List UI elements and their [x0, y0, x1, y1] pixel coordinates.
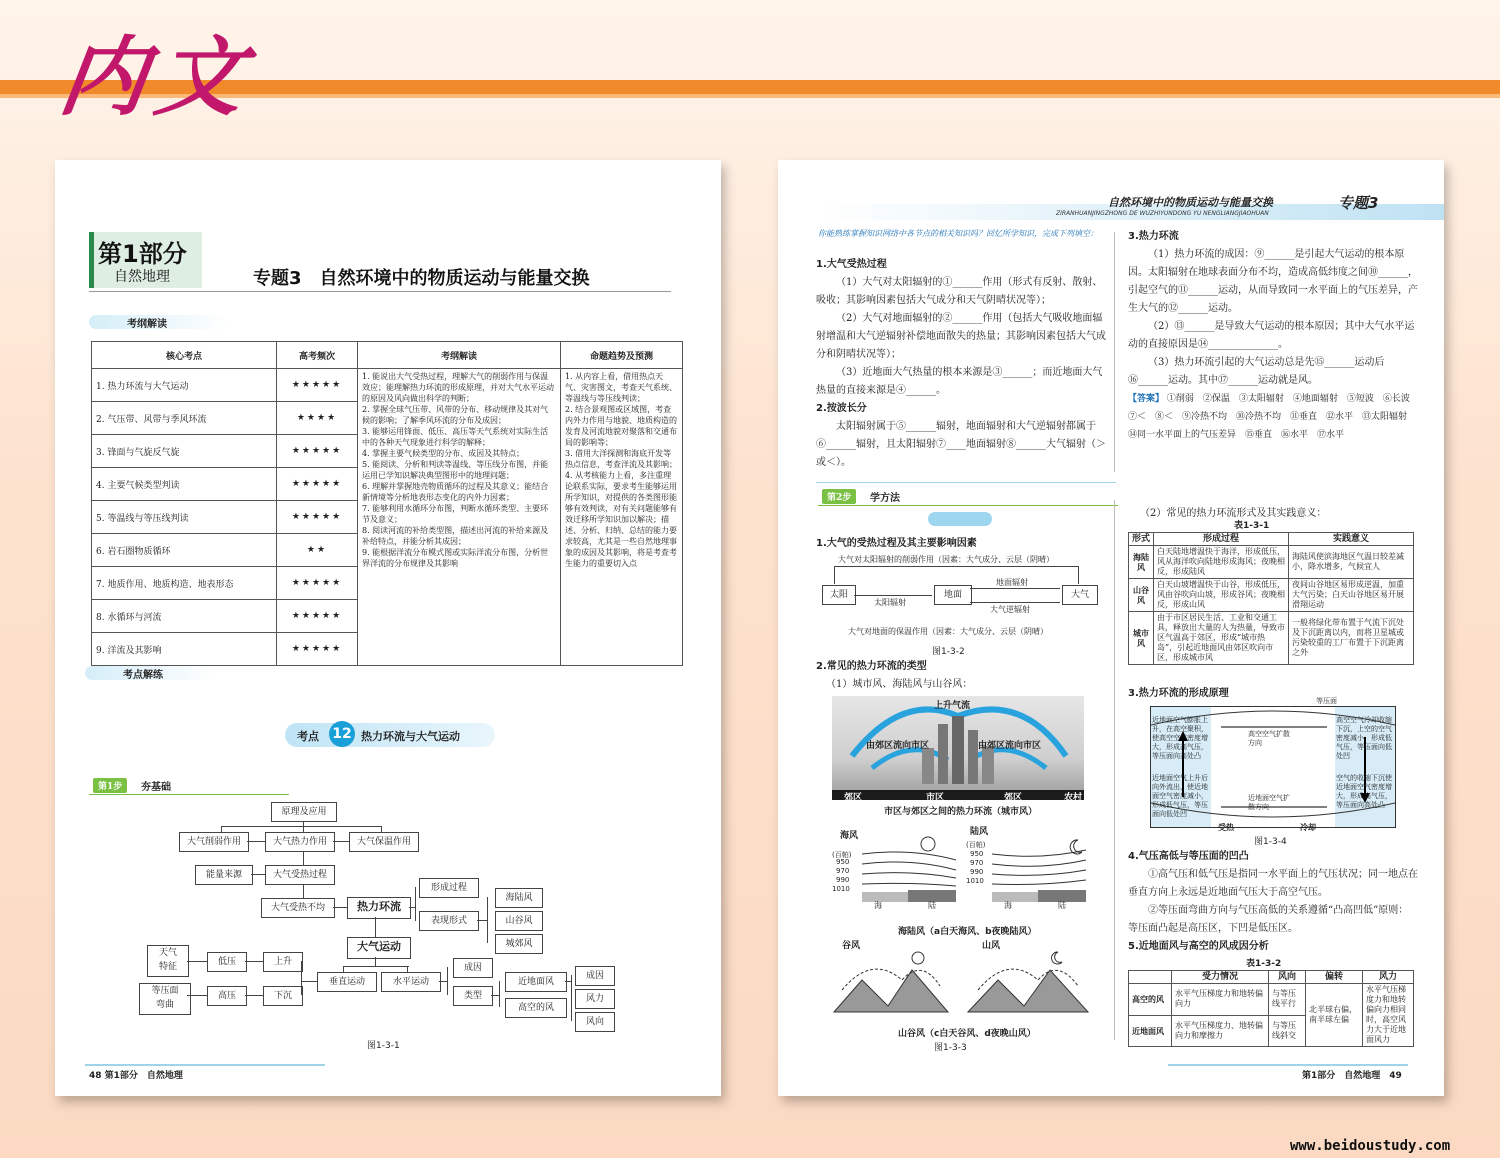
row-force-level: 水平气压梯度力和地转偏向力相同时，高空风力大于近地面风力: [1363, 984, 1414, 1047]
m2-block: [816, 658, 1116, 694]
city-caption: 市区与郊区之间的热力环流（城市风）: [884, 807, 1038, 817]
table-row: [1129, 984, 1414, 1016]
kaodian-banner: [285, 723, 495, 747]
topic-cell: 8. 水循环与河流: [92, 600, 277, 633]
node-jindimian: 近地面风: [505, 972, 567, 992]
arrow-line: [1078, 566, 1079, 584]
connector-line: [407, 966, 408, 972]
s2-p: 太阳辐射属于⑤______辐射，地面辐射和大气逆辐射都属于⑥______辐射，且太阳辐射⑦____地面辐射⑧______大气辐射（＞或＜）。: [816, 421, 1106, 468]
m1-sunrad: 太阳辐射: [874, 598, 906, 607]
page-footer: 48 第1部分 自然地理: [89, 1071, 183, 1081]
th-freq: 高考频次: [277, 342, 358, 369]
r3-m: 高空空气扩散方向: [1248, 730, 1290, 747]
connector-line: [247, 841, 265, 842]
hpa-unit: (百帕): [966, 841, 986, 849]
freq-cell: ★★★★★: [277, 501, 358, 534]
answer-text: ①削弱 ②保温 ③太阳辐射 ④地面辐射 ⑤短波 ⑥长波 ⑦＜ ⑧＜ ⑨冷热不均 ⑩冷热不均 ⑪垂直 ⑫水平 ⑬太阳辐射 ⑭同一水平面上的气压差异 ⑮垂直 ⑯水平 ⑰水平: [1128, 394, 1419, 440]
sea-land-tag: 陆: [928, 901, 936, 910]
node-xingcheng: 形成过程: [419, 878, 479, 898]
column-divider: [1114, 232, 1115, 472]
node-shoure-guocheng: 大气受热过程: [265, 865, 335, 885]
node-chengjiao: 城郊风: [495, 934, 543, 954]
m1-atm: 大气: [1062, 585, 1098, 605]
connector-line: [245, 995, 263, 996]
section-jielian: 考点解练: [123, 670, 163, 681]
node-shuiping: 水平运动: [381, 972, 441, 992]
row-deflect: 北半球右偏，南半球左偏: [1306, 984, 1363, 1047]
table-header-row: [1129, 533, 1414, 546]
footer-rule: [1168, 1064, 1408, 1066]
node-shangsheng: 上升: [263, 952, 303, 972]
part-badge: [89, 232, 202, 288]
row-force: 水平气压梯度力和地转偏向力: [1172, 984, 1269, 1016]
connector-line: [303, 851, 304, 865]
connector-line: [381, 826, 382, 832]
footer-rule: [85, 1064, 325, 1066]
kaodian-title: 热力环流与大气运动: [361, 730, 460, 743]
part-label: 第1部分: [98, 240, 187, 268]
pressure-tick: 950: [970, 850, 984, 858]
page-footer: 第1部分 自然地理 49: [1302, 1071, 1402, 1081]
connector-line: [221, 826, 222, 832]
m1-sun: 太阳: [822, 585, 856, 605]
header-title: 自然环境中的物质运动与能量交换: [1108, 196, 1273, 209]
r4-p1: ①高气压和低气压是指同一水平面上的气压状况；同一地点在垂直方向上永远是近地面气压大于高空气压。: [1128, 869, 1418, 898]
s3-p2: （2）⑬______是导致大气运动的根本原因；其中大气水平运动的直接原因是⑭______________。: [1128, 321, 1415, 350]
pressure-tick: 1010: [832, 885, 850, 893]
topic-cell: 7. 地质作用、地质构造、地表形态: [92, 567, 277, 600]
method-col: [816, 534, 1116, 549]
decorative-dots: [928, 512, 992, 526]
s1-title: 1.大气受热过程: [816, 259, 887, 270]
row-direction: 与等压线斜交: [1269, 1015, 1306, 1047]
header-topic: 专题3: [1338, 194, 1379, 212]
answer-block: [1128, 390, 1418, 444]
city-label: 郊区: [844, 793, 863, 803]
table-header-row: [1129, 971, 1414, 984]
subject-label: 自然地理: [114, 269, 170, 285]
fig2-caption: 图1-3-2: [932, 647, 965, 657]
title-rule: [89, 291, 671, 292]
node-shangu: 山谷风: [495, 911, 543, 931]
r4-title: 4.气压高低与等压面的凹凸: [1128, 851, 1249, 862]
freq-cell: ★★★★★: [277, 633, 358, 666]
connector-line: [477, 920, 487, 921]
freq-cell: ★★★★: [277, 402, 358, 435]
s1-p3: （3）近地面大气热量的根本来源是③______；而近地面大气热量的直接来源是④______。: [816, 367, 1103, 396]
m1-bottom: 大气对地面的保温作用（因素：大气成分、云层（阴晴）: [848, 627, 1048, 636]
logo-text: 内文: [53, 27, 261, 128]
sea-b-label: 陆风: [970, 827, 989, 837]
th-form: 形式: [1129, 533, 1154, 546]
trend-text: 1. 从内容上看，借用热点天气、灾害图文，考查天气系统、等温线与等压线判读； 2. 结合景观图或区域图，考查内外力作用与地貌、地质构造的发育及河流地貌对聚落和交通布局的影响等； 3. 借用大洋探测和海底开发等热点信息，考查洋流及其影响； 4. 从考核能力上看，多注重理论联系实际，要求考生能够运用所学知识，对提供的各类图形能够有效判读，对有关问题能够有效迁移所学知识加以解决；描述、分析、归纳、总结的能力要求较高，尤其是一些自然地理事象的成因及其影响，将是考查考生能力的重要切入点: [561, 369, 683, 666]
r3-r1: 高空空气冷却收缩下沉，上空的空气密度减小，形成低气压，等压面向低处凹: [1336, 716, 1392, 760]
table-header-row: [92, 342, 683, 369]
node-chengyin: 成因: [453, 958, 493, 978]
arrow-line: [854, 595, 932, 596]
r3-l2: 近地面空气上升后向外流出，使近地面空气密度减小，形成低气压，等压面向低处凹: [1152, 774, 1208, 818]
freq-cell: ★★★★★: [277, 567, 358, 600]
sea-caption: 海陆风（a白天海风、b夜晚陆风）: [898, 927, 1037, 937]
city-right: 由郊区流向市区: [978, 741, 1042, 751]
step1-title: 夯基础: [141, 782, 171, 793]
th-force-level: 风力: [1363, 971, 1414, 984]
city-label: 农村: [1064, 793, 1083, 803]
m1-counter: 大气逆辐射: [990, 605, 1030, 614]
table-1-3-1: [1128, 532, 1414, 665]
node-biaoxian: 表现形式: [419, 911, 479, 931]
sea-land-tag: 海: [1004, 901, 1012, 910]
valley-b-label: 山风: [982, 941, 1001, 951]
row-force: 水平气压梯度力、地转偏向力和摩擦力: [1172, 1015, 1269, 1047]
node-xiachen: 下沉: [263, 986, 303, 1006]
node-haifeng: 海陆风: [495, 888, 543, 908]
r3-top: 等压面: [1316, 697, 1337, 705]
row-process: 白天陆地增温快于海洋，形成低压，风从海洋吹向陆地形成海风；夜晚相反，形成陆风: [1154, 546, 1289, 579]
freq-cell: ★★★★★: [277, 468, 358, 501]
th-force: 受力情况: [1172, 971, 1269, 984]
answer-label: 【答案】: [1128, 394, 1165, 404]
kaodian-number: 12: [329, 721, 355, 747]
r3-cold: 冷却: [1300, 823, 1316, 832]
city-left: 由郊区流向市区: [866, 741, 930, 751]
freq-cell: ★★★★★: [277, 600, 358, 633]
connector-line: [187, 961, 207, 962]
r4-block: [1128, 848, 1418, 956]
figure-caption: 图1-3-1: [367, 1041, 400, 1051]
freq-cell: ★★★★★: [277, 435, 358, 468]
node-fengxiang: 风向: [575, 1012, 615, 1032]
topic-cell: 4. 主要气候类型判读: [92, 468, 277, 501]
m2-sub: （1）城市风、海陆风与山谷风：: [826, 679, 973, 690]
connector-line: [343, 966, 344, 972]
th-meaning: 实践意义: [1289, 533, 1414, 546]
r2-title: （2）常见的热力环流形式及其实践意义：: [1140, 508, 1327, 519]
arrow-line: [834, 566, 1078, 567]
node-xueruo: 大气削弱作用: [179, 832, 249, 852]
r3-r2: 空气的收缩下沉使近地面空气密度增大，形成高气压，等压面向高处凸: [1336, 774, 1392, 809]
table-row: [1129, 546, 1414, 579]
header-pinyin: ZIRANHUANJINGZHONG DE WUZHIYUNDONG YU NENGLIANGJIAOHUAN: [1056, 210, 1269, 217]
pressure-tick: 1010: [966, 877, 984, 885]
fill-col-left: [816, 256, 1106, 472]
column-divider: [1114, 500, 1115, 1040]
m1-ground: 地面: [934, 585, 972, 605]
tab1-caption: 表1-3-1: [1234, 521, 1270, 531]
r3-l1: 近地面空气膨胀上升，在高空聚积，使高空空气密度增大，形成高气压，等压面向高处凸: [1152, 716, 1208, 760]
row-key: 海陆风: [1129, 546, 1154, 579]
connector-line: [447, 967, 448, 995]
node-baowen: 大气保温作用: [349, 832, 419, 852]
sea-land-tag: 陆: [1058, 901, 1066, 910]
connector-line: [487, 897, 488, 943]
th-core: 核心考点: [92, 342, 277, 369]
tab2-caption: 表1-3-2: [1246, 959, 1282, 969]
connector-line: [187, 995, 207, 996]
topic-cell: 6. 岩石圈物质循环: [92, 534, 277, 567]
table-row: [1129, 579, 1414, 612]
s3-title: 3.热力环流: [1128, 231, 1179, 242]
m1-grdrad: 地面辐射: [996, 578, 1028, 587]
connector-line: [415, 887, 416, 921]
s3-p3: （3）热力环流引起的大气运动总是先⑮______运动后⑯______运动。其中⑰______运动就是风。: [1128, 357, 1385, 386]
connector-line: [251, 874, 265, 875]
hpa-unit: (百帕): [832, 851, 852, 859]
kaogang-text: 1. 能说出大气受热过程，理解大气的削弱作用与保温效应；能理解热力环流的形成原理，并对大气水平运动的原因及风向做出科学的判断； 2. 掌握全球气压带、风带的分布、移动规律及其对气候的影响；了解季风环流的分布及成因； 3. 能够运用锋面、低压、高压等天气系统对实际生活中的各种天气现象进行科学的解释； 4. 掌握主要气候类型的分布、成因及其特点； 5. 能阅读、分析和判读等温线、等压线分布图，并能运用已学知识解决典型图形中的地理问题； 6. 理解并掌握地壳物质循环的过程及其意义；能结合新情境等分析地表形态变化的内外力因素； 7. 能够利用水循环分布图，判断水循环类型、主要环节及意义； 8. 阅读河流的补给类型图，描述出河流的补给来源及补给特点，并能分析其成因； 9. 能根据洋流分布模式图或实际洋流分布图，分析世界洋流的分布规律及其影响: [358, 369, 561, 666]
step2-badge: 第2步: [822, 489, 856, 504]
connector-line: [245, 961, 263, 962]
row-process: 白天山坡增温快于山谷，形成低压，风由谷吹向山坡，形成谷风；夜晚相反，形成山风: [1154, 579, 1289, 612]
th-deflect: 偏转: [1306, 971, 1363, 984]
step2-rule-top: [816, 482, 1116, 483]
r3-mm: 近地面空气扩散方向: [1248, 794, 1290, 811]
topic-cell: 2. 气压带、风带与季风环流: [92, 402, 277, 435]
th-interp: 考纲解读: [358, 342, 561, 369]
node-shoure-bujun: 大气受热不均: [261, 898, 335, 918]
table-row: [92, 369, 683, 402]
section-kaogang: 考纲解读: [127, 319, 167, 330]
r3-hot: 受热: [1218, 823, 1234, 832]
node-dengyamian: 等压面 弯曲: [139, 983, 191, 1015]
step1-rule: [89, 794, 289, 795]
connector-line: [343, 966, 409, 967]
topic-cell: 5. 等温线与等压线判读: [92, 501, 277, 534]
freq-cell: ★★★★★: [277, 369, 358, 402]
th-blank: [1129, 971, 1172, 984]
arrow-line: [970, 588, 1060, 589]
node-nengliang: 能量来源: [195, 865, 253, 885]
r5-title: 5.近地面风与高空的风成因分析: [1128, 941, 1269, 952]
r3-title: 3.热力环流的形成原理: [1128, 688, 1229, 699]
city-label: 郊区: [1004, 793, 1023, 803]
step2-title: 学方法: [870, 493, 900, 504]
step1-badge: 第1步: [93, 778, 127, 793]
pressure-tick: 970: [836, 867, 850, 875]
node-tianqi: 天气 特征: [147, 945, 189, 977]
valley-diagram: [832, 950, 1092, 1016]
row-process: 由于市区居民生活、工业和交通工具，释放出大量的人为热量，导致市区气温高于郊区，形成“城市热岛”，引起近地面风由郊区吹向市区，形成城市风: [1154, 612, 1289, 665]
connector-line: [303, 884, 304, 898]
connector-line: [491, 995, 499, 996]
node-reliu: 热力环流: [347, 897, 411, 919]
freq-cell: ★★: [277, 534, 358, 567]
step2-rule: [818, 505, 1118, 506]
connector-line: [333, 907, 347, 908]
right-page: [778, 160, 1444, 1096]
sea-a-label: 海风: [840, 831, 859, 841]
th-trend: 命题趋势及预测: [561, 342, 683, 369]
node-chengyin2: 成因: [575, 966, 615, 986]
connector-line: [221, 826, 381, 827]
connector-line: [333, 841, 349, 842]
topic-cell: 9. 洋流及其影响: [92, 633, 277, 666]
table-1-3-2: [1128, 970, 1414, 1047]
s2-title: 2.按波长分: [816, 403, 867, 414]
row-key: 城市风: [1129, 612, 1154, 665]
row-key: 高空的风: [1129, 984, 1172, 1016]
node-gaokong: 高空的风: [505, 998, 567, 1018]
arrow-line: [834, 566, 835, 584]
node-yuanli: 原理及应用: [271, 802, 337, 822]
connector-line: [375, 917, 376, 937]
site-url[interactable]: www.beidoustudy.com: [1290, 1138, 1451, 1154]
s1-p1: （1）大气对太阳辐射的①______作用（形式有反射、散射、吸收；其影响因素包括大气成分和天气阴晴状况等）；: [816, 277, 1103, 306]
m1-top: 大气对太阳辐射的削弱作用（因素：大气成分、云层（阴晴）: [838, 555, 1054, 564]
topic-cell: 3. 锋面与气旋反气旋: [92, 435, 277, 468]
row-meaning: 一般将绿化带布置于气流下沉处及下沉距离以内，而将卫星城或污染较重的工厂布置于下沉距离之外: [1289, 612, 1414, 665]
s3-p1: （1）热力环流的成因：⑨______是引起大气运动的根本原因。太阳辐射在地球表面分布不均，造成高低纬度之间⑩______，引起空气的⑪______运动，从而导致同一水平面上的气压差异，产生大气的⑫______运动。: [1128, 249, 1418, 314]
connector-line: [301, 981, 317, 982]
node-chuizhi: 垂直运动: [317, 972, 377, 992]
fill-col-right: [1128, 228, 1418, 444]
topic-cell: 1. 热力环流与大气运动: [92, 369, 277, 402]
node-gaoya: 高压: [207, 986, 247, 1006]
row-meaning: 海陆风使滨海地区气温日较差减小，降水增多，气候宜人: [1289, 546, 1414, 579]
node-fengli: 风力: [575, 989, 615, 1009]
kaodian-label: 考点: [297, 730, 319, 743]
node-yundong: 大气运动: [347, 937, 411, 959]
fig4-caption: 图1-3-4: [1254, 837, 1287, 847]
connector-line: [499, 981, 500, 1007]
fig3-caption: 图1-3-3: [934, 1043, 967, 1053]
connector-line: [303, 822, 304, 832]
arrow-line: [970, 602, 1060, 603]
connector-line: [301, 961, 302, 995]
r4-p2: ②等压面弯曲方向与气压高低的关系遵循“凸高凹低”原则：等压面凸起是高压区，下凹是低压区。: [1128, 905, 1409, 934]
pressure-tick: 990: [970, 868, 984, 876]
th-process: 形成过程: [1154, 533, 1289, 546]
row-meaning: 夜间山谷地区易形成逆温，加重大气污染；白天山谷地区易开展滑翔运动: [1289, 579, 1414, 612]
pressure-tick: 990: [836, 876, 850, 884]
connector-line: [571, 975, 572, 1021]
valley-a-label: 谷风: [842, 941, 861, 951]
th-direction: 风向: [1269, 971, 1306, 984]
pressure-tick: 950: [836, 858, 850, 866]
node-reli: 大气热力作用: [265, 832, 335, 852]
kaogang-table: [91, 341, 683, 666]
row-direction: 与等压线平行: [1269, 984, 1306, 1016]
m1-title: 1.大气的受热过程及其主要影响因素: [816, 538, 977, 549]
sea-land-tag: 海: [874, 901, 882, 910]
node-diya: 低压: [207, 952, 247, 972]
row-key: 近地面风: [1129, 1015, 1172, 1047]
city-up: 上升气流: [934, 701, 971, 711]
left-page: [55, 160, 721, 1096]
city-label: 市区: [926, 793, 945, 803]
pressure-tick: 970: [970, 859, 984, 867]
topic-title: 专题3 自然环境中的物质运动与能量交换: [253, 268, 590, 289]
valley-caption: 山谷风（c白天谷风、d夜晚山风）: [898, 1029, 1036, 1039]
connector-line: [439, 981, 447, 982]
s1-p2: （2）大气对地面辐射的②______作用（包括大气吸收地面辐射增温和大气逆辐射补偿地面散失的热量；其影响因素包括大气成分和阴晴状况等）；: [816, 313, 1106, 360]
table-row: [1129, 612, 1414, 665]
row-key: 山谷风: [1129, 579, 1154, 612]
m2-title: 2.常见的热力环流的类型: [816, 661, 927, 672]
node-leixing: 类型: [453, 986, 493, 1006]
intro-note: 你能熟练掌握知识网络中各节点的相关知识吗？回忆所学知识，完成下列填空：: [818, 229, 1098, 238]
